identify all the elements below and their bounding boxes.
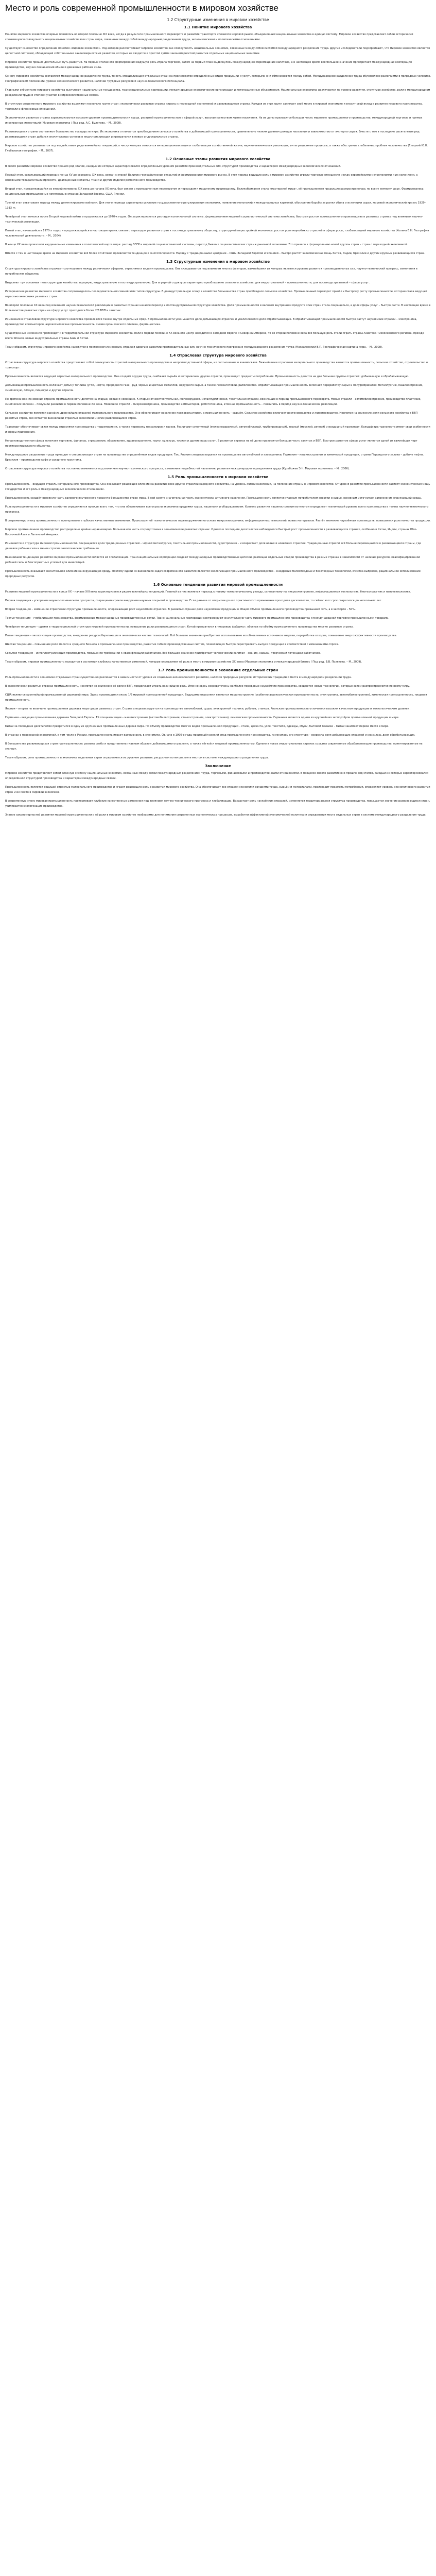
section-heading: 1.7 Роль промышленности в экономике отдельных стран [158, 668, 278, 672]
paragraph: Сельское хозяйство является одной из древнейших отраслей материального производства. Оно обеспечивает население продовольствием, а промышленность – сырьём. Сельское хозяйство включает растениеводство и животноводство. Несмотря на снижение доли сельского хозяйства в ВВП развитых стран, оно остаётся важнейшей отраслью экономики многих развивающихся стран. [5, 412, 418, 420]
paragraph: Знание закономерностей развития мировой промышленности и её роли в мировом хозяйстве необходимо для понимания современных экономических процессов, выработки эффективной экономической политики и определения места отдельных стран в системе международного разделения труда. [5, 814, 427, 817]
paragraph: Первый этап, охватывающий период с конца XV до середины XIX века, связан с эпохой Великих географических открытий и формированием мирового рынка. В этот период ведущую роль в мировом хозяйстве играли торговые отношения между европейскими метрополиями и их колониями, а основными товарами были пряности, драгоценные металлы, ткани и другие изделия ремесленного производства. [5, 174, 418, 182]
paragraph: Таким образом, мировая промышленность находится в состоянии глубоких качественных изменений, которые определяют её роль и место в мировом хозяйстве XXI века (Мировая экономика и международный бизнес / Под ред. В.В. Полякова. – М., 2009). [5, 660, 362, 664]
paragraph: Главными субъектами мирового хозяйства выступают национальные государства, транснациональные корпорации, международные экономические организации и интеграционные объединения. Национальные экономики различаются по уровню развития, структуре хозяйства, роли в международном разделении труда и степени участия в мирохозяйственных связях. [5, 89, 430, 97]
paragraph: Существует множество определений понятия «мировое хозяйство». Ряд авторов рассматривает мировое хозяйство как совокупность национальных экономик, связанных между собой системой международного разделения труда. Другие исследователи подчёркивают, что мировое хозяйство является целостной системой, обладающей собственными закономерностями развития, которые не сводятся к простой сумме закономерностей развития отдельных национальных экономик. [5, 47, 430, 55]
paragraph: Во второй половине XX века под влиянием научно-технической революции в развитых странах начался переход к постиндустриальной структуре хозяйства. Доля промышленности в валовом внутреннем продукте этих стран стала сокращаться, а доля сферы услуг – быстро расти. В настоящее время в большинстве развитых стран на сферу услуг приходится более 2/3 ВВП и занятых. [5, 304, 431, 312]
paragraph: Мировое хозяйство представляет собой сложную систему национальных экономик, связанных между собой международным разделением труда, торговыми, финансовыми и производственными отношениями. В процессе своего развития оно прошло ряд этапов, каждый из которых характеризовался определённой структурой производства и характером международных связей. [5, 772, 429, 780]
page-footer-space [5, 821, 431, 842]
paragraph: Существенные изменения происходят и в территориальной структуре мирового хозяйства. Если в первой половине XX века его центр находился в Западной Европе и Северной Америке, то во второй половине века всё большую роль стали играть страны Азиатско-Тихоокеанского региона, прежде всего Япония, новые индустриальные страны Азии и Китай. [5, 332, 424, 340]
paragraph: В большинстве развивающихся стран промышленность развита слабо и представлена главным образом добывающими отраслями, а также лёгкой и пищевой промышленностью. Однако в новых индустриальных странах созданы современные обрабатывающие производства, ориентированные на экспорт. [5, 742, 423, 751]
paragraph: Пятый этап, начавшийся в 1970-х годах и продолжающийся в настоящее время, связан с переходом развитых стран к постиндустриальному обществу, структурной перестройкой экономики, ростом роли наукоёмких отраслей и сферы услуг, глобализацией мирового хозяйства (Холина В.Н. География человеческой деятельности. – М., 2004). [5, 229, 429, 238]
section-heading: 1.1 Понятие мирового хозяйства [184, 25, 252, 29]
paragraph: Промышленность является ведущей отраслью материального производства и играет решающую роль в развитии мирового хозяйства. Она обеспечивает все отрасли экономики орудиями труда, сырьём и материалами, производит предметы потребления, определяет уровень экономического развития стран и их место в мировой экономике. [5, 786, 430, 794]
section-heading: 1.2 Структурные изменения в мировом хозяйстве [167, 18, 269, 22]
paragraph: Развитие мировой промышленности в конце XX – начале XXI века характеризуется рядом важнейших тенденций. Главной из них является переход к новому технологическому укладу, основанному на микроэлектронике, информационных технологиях, биотехнологиях и нанотехнологиях. [5, 590, 411, 594]
paragraph: Историческое развитие мирового хозяйства сопровождалось последовательной сменой этих типов структуры. В доиндустриальную эпоху в хозяйстве большинства стран преобладало сельское хозяйство. Промышленный переворот привёл к быстрому росту промышленности, которая стала ведущей отраслью экономики развитых стран. [5, 290, 428, 298]
paragraph: Четвёртый этап начался после Второй мировой войны и продолжался до 1970-х годов. Он характеризуется распадом колониальной системы, формированием мировой социалистической системы хозяйства, быстрым ростом промышленного производства в развитых странах под влиянием научно-технической революции. [5, 215, 423, 224]
paragraph: Выделяют три основных типа структуры хозяйства: аграрную, индустриальную и постиндустриальную. Для аграрной структуры характерно преобладание сельского хозяйства, для индустриальной – промышленности, для постиндустриальной – сферы услуг. [5, 281, 370, 284]
paragraph: Второй этап, продолжавшийся со второй половины XIX века до начала XX века, был связан с промышленным переворотом и переходом к машинному производству. Великобритания стала «мастерской мира», её промышленная продукция распространялась по всему земному шару. Формировались национальные промышленные комплексы в странах Западной Европы, США, Японии. [5, 188, 424, 196]
paragraph: Развивающиеся страны составляют большинство государств мира. Их экономика отличается преобладанием сельского хозяйства и добывающей промышленности, сравнительно низким уровнем доходов населения и зависимостью от экспорта сырья. Вместе с тем в последние десятилетия ряд развивающихся стран добился значительных успехов в индустриализации и превратился в новые индустриальные страны. [5, 130, 420, 139]
section-heading: 1.6 Основные тенденции развития мировой промышленности [153, 583, 283, 587]
paragraph: Международное разделение труда приводит к специализации стран на производстве определённых видов продукции. Так, Япония специализируется на производстве автомобилей и электроники, Германия – машиностроения и химической продукции, страны Персидского залива – добыче нефти, Бразилия – производстве кофе и сахарного тростника. [5, 453, 424, 462]
article [0, 0, 436, 842]
page-title: Место и роль современной промышленности в мировом хозяйстве [5, 3, 278, 13]
paragraph: Первая тенденция – ускорение научно-технического прогресса, сокращение сроков внедрения научных открытий в производство. Если раньше от открытия до его практического применения проходили десятилетия, то сейчас этот срок сократился до нескольких лет. [5, 599, 382, 602]
paragraph: Германия – ведущая промышленная держава Западной Европы. Её специализация – машиностроение (автомобилестроение, станкостроение, электротехника), химическая промышленность. Германия является одним из крупнейших экспортёров промышленной продукции в мире. [5, 716, 399, 719]
paragraph: Третья тенденция – глобализация производства, формирование международных производственных сетей. Транснациональные корпорации контролируют значительную часть мирового промышленного производства и международной торговли промышленными товарами. [5, 617, 390, 620]
article-body [5, 25, 431, 818]
paragraph: В конце XX века произошли кардинальные изменения в политической карте мира: распад СССР и мировой социалистической системы, переход бывших социалистических стран к рыночной экономике. Это привело к формированию новой группы стран – стран с переходной экономикой. [5, 243, 408, 246]
paragraph: США являются крупнейшей промышленной державой мира. Здесь производится около 1/5 мировой промышленной продукции. Ведущими отраслями являются машиностроение (особенно аэрокосмическая промышленность, электроника, автомобилестроение), химическая промышленность, пищевая промышленность. [5, 693, 427, 702]
paragraph: Промышленность создаёт основную часть валового внутреннего продукта большинства стран мира. В ней занята значительная часть экономически активного населения. Промышленность является главным потребителем энергии и сырья, основным источником загрязнения окружающей среды. [5, 497, 422, 500]
paragraph: Седьмая тенденция – интеллектуализация производства, повышение требований к квалификации работников. Всё большее значение приобретает человеческий капитал – знания, навыки, творческий потенциал работников. [5, 652, 321, 655]
paragraph: Вместе с тем в настоящее время на мировом хозяйстве всё более отчётливо проявляется тенденция к многополярности. Наряду с традиционными центрами – США, Западной Европой и Японией – быстро растёт экономическая мощь Китая, Индии, Бразилии и других крупных развивающихся стран. [5, 252, 425, 255]
paragraph: Мировое промышленное производство распределено крайне неравномерно. Большая его часть сосредоточена в экономически развитых странах. Однако в последние десятилетия наблюдается быстрый рост промышленности в развивающихся странах, особенно в Китае, Индии, странах Юго-Восточной Азии и Латинской Америки. [5, 528, 417, 536]
paragraph: Отраслевая структура мирового хозяйства представляет собой совокупность отраслей материального производства и непроизводственной сферы, их соотношение и взаимосвязи. Важнейшими отраслями материального производства являются промышленность, сельское хозяйство, строительство и транспорт. [5, 361, 428, 369]
paragraph: Структура мирового хозяйства отражает соотношение между различными сферами, отраслями и видами производства. Она складывается под влиянием многих факторов, важнейшими из которых являются уровень развития производительных сил, научно-технический прогресс, изменения в потребностях общества. [5, 267, 417, 276]
paragraph: Китай за последние десятилетия превратился в одну из крупнейших промышленных держав мира. По объёму производства многих видов промышленной продукции – стали, цемента, угля, текстиля, одежды, обуви, бытовой техники – Китай занимает первое место в мире. [5, 725, 389, 728]
section-heading: 1.3 Структурные изменения в мировом хозяйстве [166, 260, 270, 264]
paragraph: Непроизводственная сфера включает торговлю, финансы, страхование, образование, здравоохранение, науку, культуру, туризм и другие виды услуг. В развитых странах на её долю приходится большая часть занятых и ВВП. Быстрое развитие сферы услуг является одной из важнейших черт постиндустриального общества. [5, 439, 417, 448]
paragraph: Пятая тенденция – экологизация производства, внедрение ресурсосберегающих и экологически чистых технологий. Всё большее значение приобретает использование возобновляемых источников энергии, переработка отходов, повышение энергоэффективности производства. [5, 634, 397, 637]
paragraph: В странах с переходной экономикой, в том числе в России, промышленность играет важную роль в экономике. Однако в 1990-е годы произошёл резкий спад промышленного производства, изменилась его структура – возросла доля добывающих отраслей и снизилась доля обрабатывающих. [5, 734, 415, 737]
paragraph: Добывающая промышленность включает добычу топлива (угля, нефти, природного газа), руд чёрных и цветных металлов, нерудного сырья, а также лесозаготовки, рыболовство. Обрабатывающая промышленность включает переработку сырья и полуфабрикатов: металлургию, машиностроение, химическую, лёгкую, пищевую и другие отрасли. [5, 384, 423, 392]
paragraph: В современную эпоху промышленность претерпевает глубокие качественные изменения. Происходит её технологическое перевооружение на основе микроэлектроники, информационных технологий, новых материалов. Растёт значение наукоёмких производств, повышается роль качества продукции. [5, 519, 431, 522]
paragraph: В структуре современного мирового хозяйства выделяют несколько групп стран: экономически развитые страны, страны с переходной экономикой и развивающиеся страны. Каждая из этих групп занимает своё место в мировой экономике и вносит свой вклад в развитие мирового производства, торговли и финансовых отношений. [5, 103, 423, 111]
paragraph: Япония – вторая по величине промышленная держава мира среди развитых стран. Страна специализируется на производстве автомобилей, судов, электронной техники, роботов, станков. Японская промышленность отличается высоким качеством продукции и технологическим уровнем. [5, 707, 411, 710]
paragraph: Мировое хозяйство развивается под воздействием ряда важнейших тенденций, к числу которых относятся интернационализация и глобализация хозяйственной жизни, научно-техническая революция, интеграционные процессы, а также обострение глобальных проблем человечества (Гладкий Ю.Н. Глобальная география. – М., 2007). [5, 144, 428, 152]
paragraph: Промышленность является ведущей отраслью материального производства. Она создаёт орудия труда, снабжает сырьём и материалами другие отрасли, производит предметы потребления. Промышленность делится на две большие группы отраслей: добывающую и обрабатывающую. [5, 375, 409, 378]
paragraph: Понятие мирового хозяйства впервые появилось во второй половине XIX века, когда в результате промышленного переворота и развития транспорта сложился мировой рынок, объединивший национальные хозяйства в единую систему. Мировое хозяйство представляет собой исторически сложившуюся совокупность национальных хозяйств всех стран мира, связанных между собой международным разделением труда, экономическими и политическими отношениями. [5, 33, 413, 41]
paragraph: Изменяется и структура мировой промышленности. Сокращается доля традиционных отраслей – чёрной металлургии, текстильной промышленности, судостроения – и возрастает доля новых и новейших отраслей. Традиционные отрасли всё больше перемещаются в развивающиеся страны, где дешевле рабочая сила и менее строгие экологические требования. [5, 542, 422, 550]
paragraph: Мировое хозяйство прошло длительный путь развития. На первых этапах его формирования ведущую роль играла торговля, затем на первый план выдвинулось международное перемещение капитала, а в настоящее время всё большее значение приобретает международная кооперация производства, научно-технический обмен и движение рабочей силы. [5, 61, 412, 69]
section-heading: Заключение [205, 764, 231, 768]
paragraph: Таким образом, структура мирового хозяйства находится в постоянном изменении, отражая сдвиги в развитии производительных сил, научно-технического прогресса и международного разделения труда (Максаковский В.П. Географическая картина мира. – М., 2008). [5, 346, 383, 349]
paragraph: Транспорт обеспечивает связи между отраслями производства и территориями, а также перевозку пассажиров и грузов. Различают сухопутный (железнодорожный, автомобильный, трубопроводный), водный (морской, речной) и воздушный транспорт. Каждый вид транспорта имеет свои особенности и сферы применения. [5, 426, 430, 434]
paragraph: В своём развитии мировое хозяйство прошло ряд этапов, каждый из которых характеризовался определённым уровнем развития производительных сил, структурой производства и характером международных экономических отношений. [5, 165, 341, 168]
paragraph: Таким образом, роль промышленности в экономике отдельных стран определяется их уровнем развития, ресурсным потенциалом и местом в системе международного разделения труда. [5, 756, 269, 759]
paragraph: Третий этап охватывает период между двумя мировыми войнами. Для этого периода характерны усиление государственного регулирования экономики, появление монополий и международных картелей, обострение борьбы за рынки сбыта и источники сырья, мировой экономический кризис 1929–1933 гг. [5, 201, 426, 210]
paragraph: Изменения в отраслевой структуре мирового хозяйства проявляются также внутри отдельных сфер. В промышленности уменьшается доля добывающих отраслей и увеличивается доля обрабатывающих. В обрабатывающей промышленности быстро растут наукоёмкие отрасли – электроника, производство компьютеров, аэрокосмическая промышленность, химия органического синтеза, фармацевтика. [5, 318, 417, 326]
section-heading: 1.5 Роль промышленности в мировом хозяйстве [167, 475, 269, 479]
paragraph: В современную эпоху мировая промышленность претерпевает глубокие качественные изменения под влиянием научно-технического прогресса и глобализации. Возрастает роль наукоёмких отраслей, изменяется территориальная структура производства, повышается значение развивающихся стран, усиливается экологизация производства. [5, 800, 430, 808]
paragraph: Четвёртая тенденция – сдвиги в территориальной структуре мировой промышленности, повышение роли развивающихся стран. Китай превратился в «мировую фабрику», обогнав по объёму промышленного производства многие развитые страны. [5, 625, 354, 629]
paragraph: Экономически развитые страны характеризуются высоким уровнем производительности труда, развитой промышленностью и сферой услуг, высоким качеством жизни населения. На их долю приходится большая часть мирового промышленного производства, международной торговли и прямых иностранных инвестиций (Мировая экономика / Под ред. А.С. Булатова. – М., 2008). [5, 116, 423, 125]
paragraph: Шестая тенденция – повышение роли малого и среднего бизнеса в промышленном производстве, развитие гибких производственных систем, позволяющих быстро перестраивать выпуск продукции в соответствии с изменениями спроса. [5, 643, 339, 646]
section-heading: 1.4 Отраслевая структура мирового хозяйства [169, 353, 267, 358]
paragraph: Важнейшей тенденцией развития мировой промышленности является её глобализация. Транснациональные корпорации создают международные производственные цепочки, размещая отдельные стадии производства в разных странах в зависимости от наличия ресурсов, квалифицированной рабочей силы и благоприятных условий для инвестиций. [5, 556, 421, 564]
paragraph: Отраслевая структура мирового хозяйства постоянно изменяется под влиянием научно-технического прогресса, изменения потребностей населения, развития международного разделения труда (Кузьбожев Э.Н. Мировая экономика. – М., 2006). [5, 467, 350, 470]
paragraph: Основу мирового хозяйства составляет международное разделение труда, то есть специализация отдельных стран на производстве определённых видов продукции и услуг, которыми они обмениваются между собой. Международное разделение труда обусловлено различиями в природных условиях, географическом положении, уровне экономического развития, наличии трудовых ресурсов и научно-технического потенциала. [5, 75, 431, 83]
paragraph: Роль промышленности в мировом хозяйстве определяется прежде всего тем, что она обеспечивает все отрасли экономики орудиями труда, машинами и оборудованием. Уровень развития машиностроения во многом определяет технический уровень всего производства и темпы научно-технического прогресса. [5, 505, 429, 514]
paragraph: Промышленность – ведущая отрасль материального производства. Она оказывает решающее влияние на развитие всех других отраслей народного хозяйства, на уровень жизни населения, на положение страны в мировом хозяйстве. От уровня развития промышленности зависит экономическая мощь государства и его роль в международных экономических отношениях. [5, 483, 430, 491]
paragraph: Промышленность оказывает значительное влияние на окружающую среду. Поэтому одной из важнейших задач современного развития является экологизация промышленного производства – внедрение малоотходных и безотходных технологий, очистка выбросов, рациональное использование природных ресурсов. [5, 570, 421, 578]
section-heading: 1.2 Основные этапы развития мирового хозяйства [165, 157, 271, 161]
paragraph: По времени возникновения отрасли промышленности делятся на старые, новые и новейшие. К старым относятся угольная, железорудная, металлургическая, текстильная отрасли, возникшие в период промышленного переворота. Новые отрасли – автомобилестроение, производство пластмасс, химических волокон – получили развитие в первой половине XX века. Новейшие отрасли – микроэлектроника, производство компьютеров, робототехника, атомная промышленность – появились в период научно-технической революции. [5, 398, 422, 406]
paragraph: Роль промышленности в экономике отдельных стран существенно различается в зависимости от уровня их социально-экономического развития, наличия природных ресурсов, исторических традиций и места в международном разделении труда. [5, 676, 352, 679]
paragraph: В экономически развитых странах промышленность, несмотря на снижение её доли в ВВП, продолжает играть важнейшую роль. Именно здесь сосредоточены наиболее передовые наукоёмкие производства, создаются новые технологии, которые затем распространяются по всему миру. [5, 685, 410, 688]
paragraph: Вторая тенденция – изменение отраслевой структуры промышленности, опережающий рост наукоёмких отраслей. В развитых странах доля наукоёмкой продукции в общем объёме промышленного производства превышает 30%, а в экспорте – 50%. [5, 608, 356, 611]
